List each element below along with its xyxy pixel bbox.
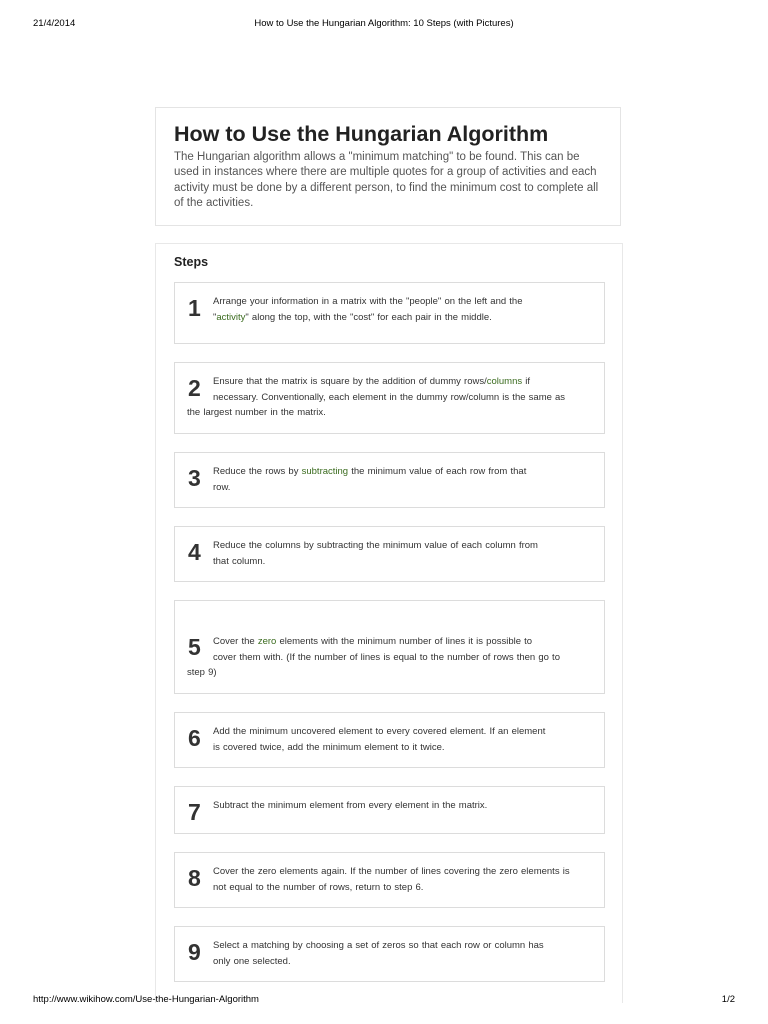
step-6 — [174, 712, 605, 768]
step-4 — [174, 526, 605, 582]
print-url: http://www.wikihow.com/Use-the-Hungarian-Algorithm — [33, 994, 259, 1005]
print-date: 21/4/2014 — [33, 18, 76, 29]
step-number: 7 — [188, 799, 201, 825]
columns-link[interactable]: columns — [486, 376, 523, 387]
step-number: 2 — [188, 375, 201, 401]
step-7 — [174, 786, 605, 834]
step-3 — [174, 452, 605, 508]
step-text: Cover the zero elements again. If the number of lines covering the zero elements is not equal to the number of rows, return to step 6. — [213, 866, 570, 893]
step-number: 8 — [188, 865, 201, 891]
page-number: 1/2 — [721, 994, 735, 1005]
step-text: Cover the zero elements with the minimum number of lines it is possible to cover them with. (If the number of lines is equal to the number of rows then go to — [213, 636, 560, 663]
step-1 — [174, 282, 605, 344]
step-text: Subtract the minimum element from every element in the matrix. — [213, 800, 488, 811]
step-number: 9 — [188, 939, 201, 965]
step-number: 4 — [188, 539, 201, 565]
activity-link[interactable]: activity — [216, 311, 246, 323]
step-text: Add the minimum uncovered element to every covered element. If an element is covered twice, add the minimum element to it twice. — [213, 726, 546, 753]
subtracting-link[interactable]: subtracting — [301, 466, 349, 477]
step-number: 3 — [188, 465, 201, 491]
step-number: 1 — [188, 295, 201, 321]
step-text-wrap: the largest number in the matrix. — [187, 407, 326, 418]
step-text: Ensure that the matrix is square by the addition of dummy rows/columns if necessary. Conventionally, each element in the dummy row/column is the same as — [213, 376, 566, 403]
step-5 — [174, 600, 605, 694]
step-9 — [174, 926, 605, 982]
step-text: Reduce the columns by subtracting the minimum value of each column from that column. — [213, 540, 538, 567]
step-number: 6 — [188, 725, 201, 751]
step-text: Arrange your information in a matrix with the "people" on the left and the "activity" along the top, with the "cost" for each pair in the middle. — [213, 296, 523, 323]
zero-link[interactable]: zero — [257, 636, 277, 647]
intro-card — [155, 107, 621, 226]
print-page-title: How to Use the Hungarian Algorithm: 10 Steps (with Pictures) — [254, 18, 514, 29]
step-text-wrap: step 9) — [187, 667, 217, 678]
step-8 — [174, 852, 605, 908]
steps-heading: Steps — [174, 255, 209, 269]
step-2 — [174, 362, 605, 434]
article-intro: The Hungarian algorithm allows a "minimum matching" to be found. This can be used in instances where there are multiple quotes for a group of activities and each activity must be done by a different person, to find the minimum cost to complete all of the activities. — [174, 151, 599, 209]
step-text: Reduce the rows by subtracting the minimum value of each row from that row. — [213, 466, 527, 493]
article-title: How to Use the Hungarian Algorithm — [174, 122, 549, 146]
step-number: 5 — [188, 634, 201, 660]
steps-section — [155, 243, 623, 1003]
print-header — [0, 18, 768, 32]
print-footer — [0, 994, 768, 1008]
step-text: Select a matching by choosing a set of zeros so that each row or column has only one selected. — [213, 940, 544, 967]
